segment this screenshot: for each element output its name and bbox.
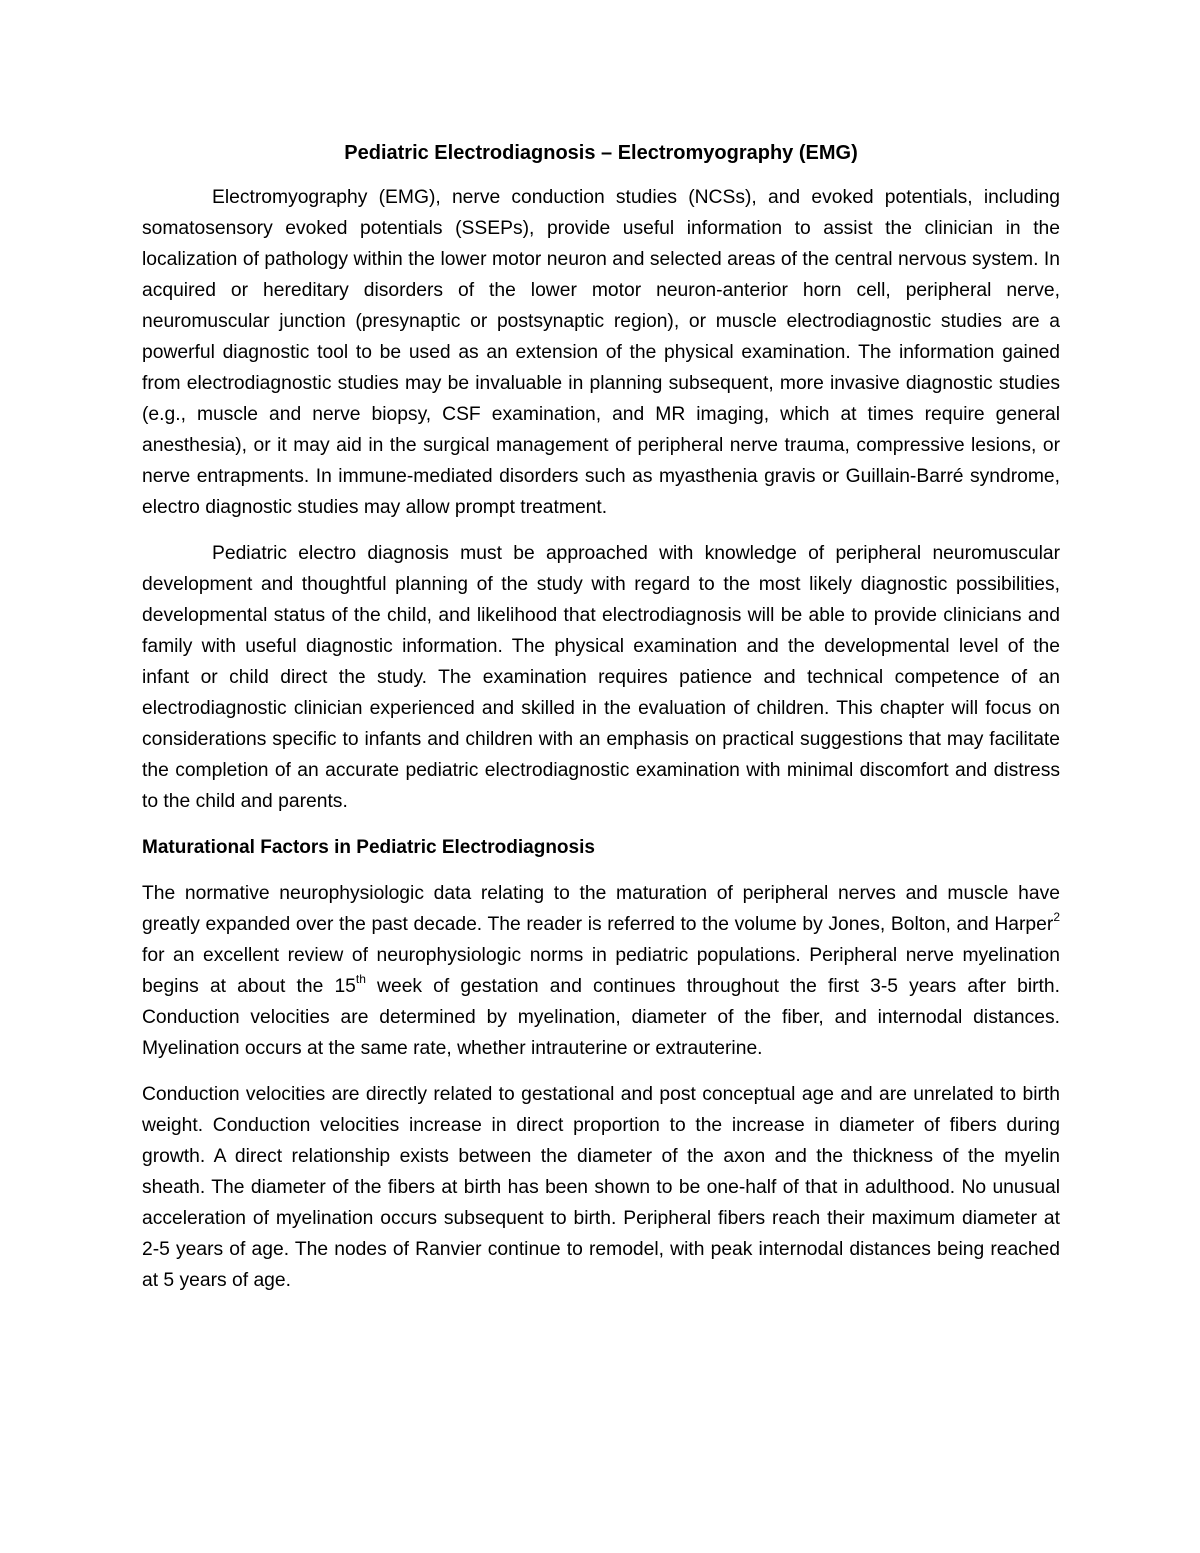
paragraph-intro: Electromyography (EMG), nerve conduction studies (NCSs), and evoked potentials, including somatosensory evoked potentials (SSEPs), provide useful information to assist the clinician in the localization of pathology within the lower motor neuron and selected areas of the central nervous system. In acquired or hereditary disorders of the lower motor neuron-anterior horn cell, peripheral nerve, neuromuscular junction (presynaptic or postsynaptic region), or muscle electrodiagnostic studies are a powerful diagnostic tool to be used as an extension of the physical examination. The information gained from electrodiagnostic studies may be invaluable in planning subsequent, more invasive diagnostic studies (e.g., muscle and nerve biopsy, CSF examination, and MR imaging, which at times require general anesthesia), or it may aid in the surgical management of peripheral nerve trauma, compressive lesions, or nerve entrapments. In immune-mediated disorders such as myasthenia gravis or Guillain-Barré syndrome, electro diagnostic studies may allow prompt treatment. xyxy=(142,187,1060,518)
ordinal-superscript: th xyxy=(355,971,366,986)
paragraph-text: for an excellent review of neurophysiologic norms in pediatric populations. Peripheral nerve myelination begins at about the 15 xyxy=(142,945,1060,997)
paragraph-pediatric-approach: Pediatric electro diagnosis must be approached with knowledge of peripheral neuromuscular development and thoughtful planning of the study with regard to the most likely diagnostic possibilities, developmental status of the child, and likelihood that electrodiagnosis will be able to provide clinicians and family with useful diagnostic information. The physical examination and the developmental level of the infant or child direct the study. The examination requires patience and technical competence of an electrodiagnostic clinician experienced and skilled in the evaluation of children. This chapter will focus on considerations specific to infants and children with an emphasis on practical suggestions that may facilitate the completion of an accurate pediatric electrodiagnostic examination with minimal discomfort and distress to the child and parents. xyxy=(142,543,1060,812)
section-heading: Maturational Factors in Pediatric Electrodiagnosis xyxy=(142,837,595,858)
paragraph-text: week of gestation and continues throughout the first 3-5 years after birth. Conduction velocities are determined by myelination, diameter of the fiber, and internodal distances. Myelination occurs at the same rate, whether intrauterine or extrauterine. xyxy=(142,976,1060,1059)
paragraph-normative-data xyxy=(142,878,1060,1064)
paragraph-conduction-velocities: Conduction velocities are directly related to gestational and post conceptual age and are unrelated to birth weight. Conduction velocities increase in direct proportion to the increase in diameter of fibers during growth. A direct relationship exists between the diameter of the axon and the thickness of the myelin sheath. The diameter of the fibers at birth has been shown to be one-half of that in adulthood. No unusual acceleration of myelination occurs subsequent to birth. Peripheral fibers reach their maximum diameter at 2-5 years of age. The nodes of Ranvier continue to remodel, with peak internodal distances being reached at 5 years of age. xyxy=(142,1084,1060,1291)
document-title: Pediatric Electrodiagnosis – Electromyography (EMG) xyxy=(344,142,858,164)
paragraph-text: The normative neurophysiologic data relating to the maturation of peripheral nerves and muscle have greatly expanded over the past decade. The reader is referred to the volume by Jones, Bolton, and Harper xyxy=(142,883,1060,935)
reference-superscript: 2 xyxy=(1053,909,1060,924)
document-page xyxy=(142,140,1060,1311)
